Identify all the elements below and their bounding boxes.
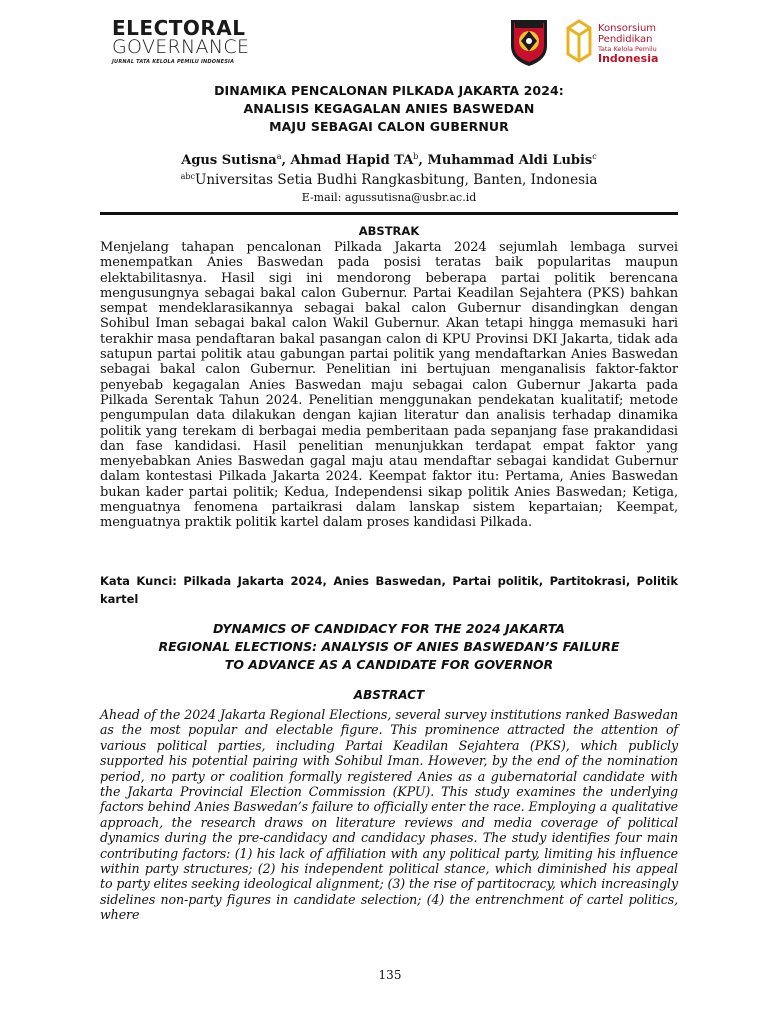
konsorsium-name-line4: Indonesia — [598, 52, 659, 65]
page-number: 135 — [378, 968, 402, 982]
author-name: Ahmad Hapid TA — [290, 153, 414, 168]
keywords: Kata Kunci: Pilkada Jakarta 2024, Anies Baswedan, Partai politik, Partitokrasi, Politik kartel — [100, 574, 678, 606]
author-sup: c — [592, 152, 597, 161]
email: E-mail: agussutisna@usbr.ac.id — [301, 191, 477, 204]
paper-title-id-line: MAJU SEBAGAI CALON GUBERNUR — [269, 119, 509, 134]
abstract-heading: ABSTRACT — [353, 688, 425, 702]
konsorsium-name-line1: Konsorsium — [598, 23, 657, 34]
affiliation-sup: abc — [180, 172, 195, 181]
journal-logo-line2: GOVERNANCE — [112, 36, 250, 58]
paper-title-id-line: ANALISIS KEGAGALAN ANIES BASWEDAN — [243, 101, 535, 116]
divider — [100, 212, 678, 215]
konsorsium-name-line2: Pendidikan — [598, 34, 653, 45]
author-name: Agus Sutisna — [181, 153, 277, 168]
konsorsium-emblem-icon — [566, 19, 592, 63]
konsorsium-logo-text — [598, 23, 678, 64]
author-sup: b — [413, 152, 419, 161]
abstrak-text: Menjelang tahapan pencalonan Pilkada Jakarta 2024 sejumlah lembaga survei menempatkan Anies Baswedan pada posisi teratas baik popularitas maupun elektabilitasnya. Hasil sigi ini mendorong beberapa partai politik berencana mengusungnya sebagai bakal calon Gubernur. Partai Keadilan Sejahtera (PKS) bahkan sempat mendeklarasikannya sebagai bakal calon Gubernur disandingkan dengan Sohibul Iman sebagai bakal calon Wakil Gubernur. Akan tetapi hingga memasuki hari terakhir masa pendaftaran bakal pasangan calon di KPU Provinsi DKI Jakarta, tidak ada satupun partai politik atau gabungan partai politik yang mendaftarkan Anies Baswedan sebagai bakal calon Gubernur. Penelitian ini bertujuan menganalisis faktor-faktor penyebab kegagalan Anies Baswedan maju sebagai calon Gubernur Jakarta pada Pilkada Serentak Tahun 2024. Penelitian menggunakan pendekatan kualitatif; metode pengumpulan data dilakukan dengan kajian literatur dan analisis terhadap dinamika politik yang terekam di berbagai media pemberitaan pada sepanjang fase prakandidasi dan fase kandidasi. Hasil penelitian menunjukkan terdapat empat faktor yang menyebabkan Anies Baswedan gagal maju atau mendaftar sebagai kandidat Gubernur dalam kontestasi Pilkada Jakarta 2024. Keempat faktor itu: Pertama, Anies Baswedan bukan kader partai politik; Kedua, Independensi sikap politik Anies Baswedan; Ketiga, menguatnya fenomena partaikrasi dalam lanskap sistem kepartaian; Keempat, menguatnya praktik politik kartel dalam proses kandidasi Pilkada. — [100, 240, 678, 531]
abstract-text: Ahead of the 2024 Jakarta Regional Elections, several survey institutions ranked Baswedan as the most popular and electable figure. This prominence attracted the attention of various political parties, including Partai Keadilan Sejahtera (PKS), which publicly supported his potential pairing with Sohibul Iman. However, by the end of the nomination period, no party or coalition formally registered Anies as a gubernatorial candidate with the Jakarta Provincial Election Commission (KPU). This study examines the underlying factors behind Anies Baswedan’s failure to officially enter the race. Employing a qualitative approach, the research draws on literature reviews and media coverage of political dynamics during the pre-candidacy and candidacy phases. The study identifies four main contributing factors: (1) his lack of affiliation with any political party, limiting his influence within party structures; (2) his independent political stance, which diminished his appeal to party elites seeking ideological alignment; (3) the rise of partitocracy, which increasingly sidelines non-party figures in candidate selection; (4) the entrenchment of cartel politics, where — [100, 707, 678, 923]
author-list: Agus Sutisna$^a$, Ahmad Hapid $TA^b$, Muhammad Aldi Lubis$^c$ — [181, 152, 597, 168]
abstrak-heading: ABSTRAK — [358, 224, 420, 238]
journal-logo-line1: ELECTORAL — [112, 16, 246, 40]
kpu-emblem-icon — [507, 16, 551, 68]
paper-title-en-line: REGIONAL ELECTIONS: ANALYSIS OF ANIES BASWEDAN’S FAILURE — [158, 639, 620, 654]
journal-logo-subtitle: JURNAL TATA KELOLA PEMILU INDONESIA — [112, 59, 235, 65]
paper-title-en-line: DYNAMICS OF CANDIDACY FOR THE 2024 JAKARTA — [212, 621, 565, 636]
paper-title-id-line: DINAMIKA PENCALONAN PILKADA JAKARTA 2024: — [214, 83, 564, 98]
author-sup: a — [276, 152, 282, 161]
konsorsium-name-line3: Tata Kelola Pemilu — [598, 45, 657, 53]
affiliation-text: Universitas Setia Budhi Rangkasbitung, Banten, Indonesia — [194, 172, 598, 188]
paper-title-en-line: TO ADVANCE AS A CANDIDATE FOR GOVERNOR — [224, 657, 554, 672]
journal-logo — [112, 18, 272, 66]
author-name: Muhammad Aldi Lubis — [427, 153, 593, 168]
paper-title-en — [100, 620, 678, 674]
paper-title-id — [100, 82, 678, 136]
affiliation — [100, 172, 678, 188]
